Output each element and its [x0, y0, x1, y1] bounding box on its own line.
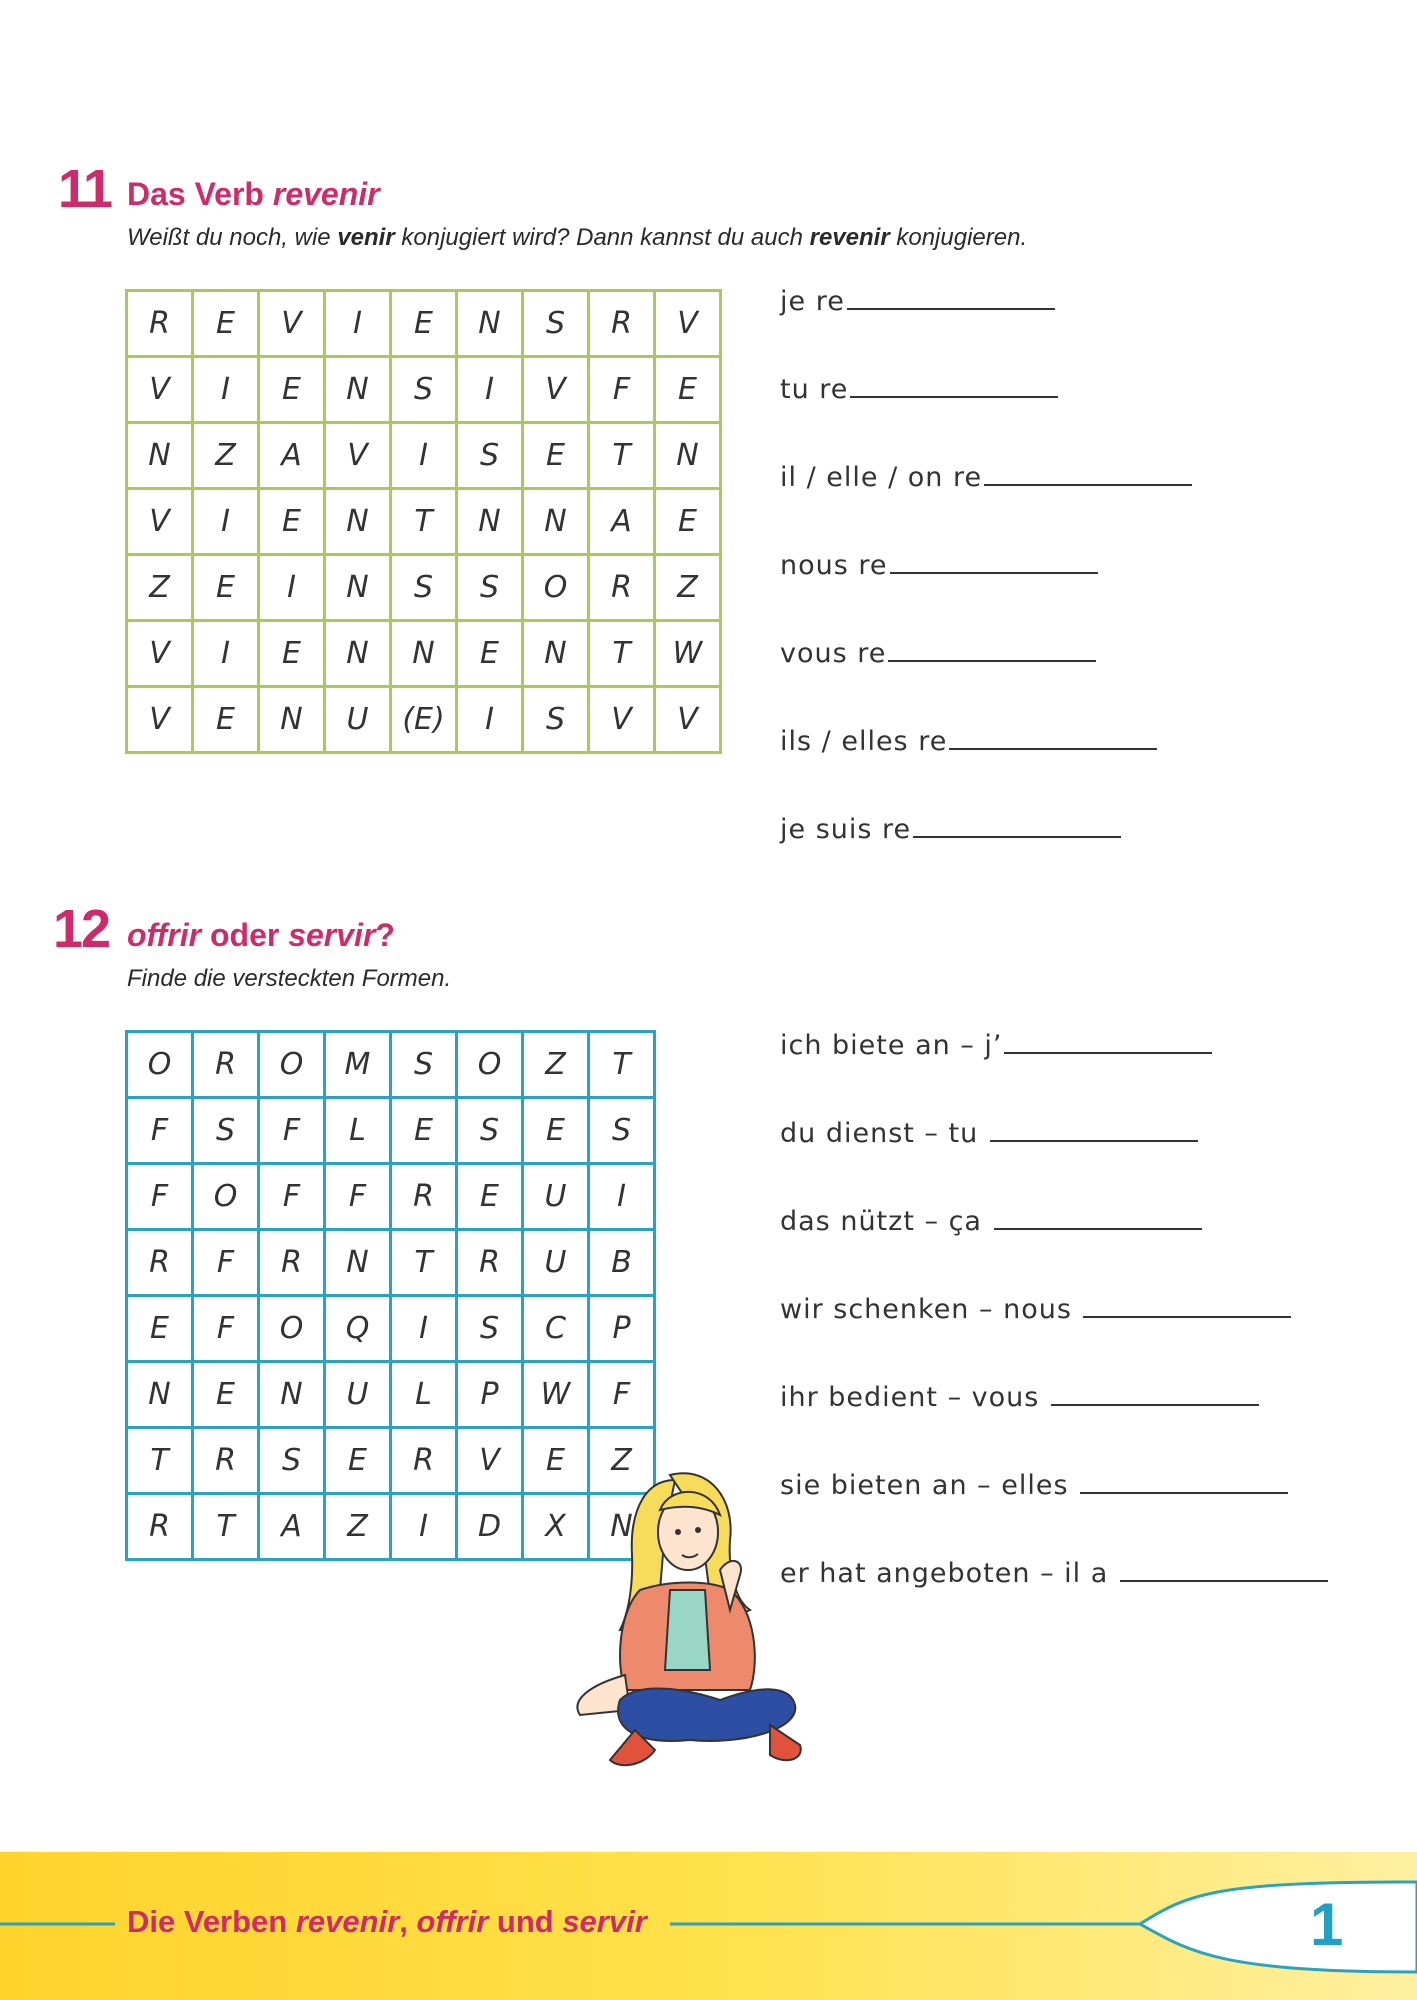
grid-cell[interactable]: N [127, 423, 193, 489]
answer-blank[interactable] [1051, 1403, 1259, 1406]
prompt-label: wir schenken – nous [780, 1294, 1082, 1325]
answer-blank[interactable] [888, 659, 1096, 662]
grid-cell[interactable]: E [259, 357, 325, 423]
grid-cell[interactable]: F [193, 1296, 259, 1362]
grid-cell[interactable]: X [523, 1494, 589, 1560]
grid-cell[interactable]: T [193, 1494, 259, 1560]
grid-cell[interactable]: E [391, 291, 457, 357]
prompt-label: il / elle / on re [780, 462, 983, 493]
conjugation-prompt [780, 462, 1192, 493]
grid-cell[interactable]: N [259, 1362, 325, 1428]
grid-cell[interactable]: N [589, 1494, 655, 1560]
grid-cell[interactable]: S [391, 357, 457, 423]
grid-cell[interactable]: V [655, 687, 721, 753]
conjugation-prompt [780, 286, 1055, 317]
prompt-label: nous re [780, 550, 888, 581]
grid-cell[interactable]: E [655, 489, 721, 555]
prompt-label: ils / elles re [780, 726, 948, 757]
grid-cell[interactable]: S [457, 423, 523, 489]
prompt-label: tu re [780, 374, 849, 405]
grid-cell[interactable]: V [457, 1428, 523, 1494]
grid-cell[interactable]: F [193, 1230, 259, 1296]
grid-cell[interactable]: M [325, 1032, 391, 1098]
grid-cell[interactable]: W [523, 1362, 589, 1428]
grid-cell[interactable]: V [127, 687, 193, 753]
grid-cell[interactable]: S [259, 1428, 325, 1494]
answer-blank[interactable] [949, 747, 1157, 750]
conjugation-prompt [780, 1206, 1202, 1237]
grid-cell[interactable]: Z [589, 1428, 655, 1494]
grid-cell[interactable]: N [127, 1362, 193, 1428]
grid-cell[interactable]: N [325, 621, 391, 687]
grid-cell[interactable]: Q [325, 1296, 391, 1362]
conjugation-prompt [780, 1558, 1328, 1589]
grid-cell[interactable]: C [523, 1296, 589, 1362]
grid-cell[interactable]: E [325, 1428, 391, 1494]
grid-cell[interactable]: A [259, 1494, 325, 1560]
grid-cell[interactable]: F [589, 357, 655, 423]
grid-cell[interactable]: R [127, 291, 193, 357]
grid-cell[interactable]: R [193, 1428, 259, 1494]
grid-cell[interactable]: I [391, 1494, 457, 1560]
grid-row [127, 621, 721, 687]
grid-cell[interactable]: N [325, 555, 391, 621]
conjugation-prompt [780, 638, 1096, 669]
grid-cell[interactable]: E [193, 291, 259, 357]
grid-cell[interactable]: Z [127, 555, 193, 621]
grid-row [127, 687, 721, 753]
grid-cell[interactable]: N [457, 291, 523, 357]
answer-blank[interactable] [1004, 1051, 1212, 1054]
grid-cell[interactable]: O [259, 1296, 325, 1362]
grid-cell[interactable]: E [193, 1362, 259, 1428]
grid-cell[interactable]: R [589, 291, 655, 357]
grid-row [127, 1362, 655, 1428]
answer-blank[interactable] [984, 483, 1192, 486]
grid-cell[interactable]: U [523, 1230, 589, 1296]
grid-cell[interactable]: E [193, 555, 259, 621]
grid-cell[interactable]: I [457, 357, 523, 423]
answer-blank[interactable] [1080, 1491, 1288, 1494]
grid-cell[interactable]: V [127, 621, 193, 687]
answer-blank[interactable] [890, 571, 1098, 574]
grid-cell[interactable]: E [523, 1428, 589, 1494]
grid-cell[interactable]: I [193, 621, 259, 687]
prompt-label: ihr bedient – vous [780, 1382, 1049, 1413]
grid-cell[interactable]: U [523, 1164, 589, 1230]
grid-cell[interactable]: E [127, 1296, 193, 1362]
grid-cell[interactable]: D [457, 1494, 523, 1560]
answer-blank[interactable] [1083, 1315, 1291, 1318]
grid-cell[interactable]: I [391, 423, 457, 489]
grid-cell[interactable]: N [391, 621, 457, 687]
grid-cell[interactable]: R [391, 1164, 457, 1230]
grid-cell[interactable]: S [589, 1098, 655, 1164]
grid-cell[interactable]: F [127, 1098, 193, 1164]
grid-cell[interactable]: E [523, 1098, 589, 1164]
grid-cell[interactable]: N [325, 489, 391, 555]
grid-cell[interactable]: T [127, 1428, 193, 1494]
conjugation-prompt [780, 1030, 1212, 1061]
grid-cell[interactable]: N [523, 489, 589, 555]
grid-cell[interactable]: Z [655, 555, 721, 621]
grid-cell[interactable]: S [457, 1098, 523, 1164]
word-search-grid-revenir [125, 289, 722, 754]
answer-blank[interactable] [850, 395, 1058, 398]
grid-cell[interactable]: R [589, 555, 655, 621]
grid-cell[interactable]: N [523, 621, 589, 687]
prompt-label: er hat angeboten – il a [780, 1558, 1118, 1589]
grid-cell[interactable]: E [457, 621, 523, 687]
prompt-label: sie bieten an – elles [780, 1470, 1079, 1501]
grid-cell[interactable]: I [457, 687, 523, 753]
prompt-label: ich biete an – j’ [780, 1030, 1003, 1061]
grid-cell[interactable]: V [127, 489, 193, 555]
grid-cell[interactable]: V [259, 291, 325, 357]
conjugation-prompt [780, 814, 1121, 845]
prompt-label: vous re [780, 638, 887, 669]
grid-cell[interactable]: E [655, 357, 721, 423]
grid-cell[interactable]: I [589, 1164, 655, 1230]
grid-cell[interactable]: O [259, 1032, 325, 1098]
exercise-11-instruction: Weißt du noch, wie venir konjugiert wird? Dann kannst du auch revenir konjugieren. [127, 224, 1028, 251]
grid-cell[interactable]: R [193, 1032, 259, 1098]
grid-cell[interactable]: E [259, 489, 325, 555]
grid-cell[interactable]: I [391, 1296, 457, 1362]
grid-cell[interactable]: U [325, 687, 391, 753]
grid-row [127, 555, 721, 621]
prompt-label: das nützt – ça [780, 1206, 992, 1237]
grid-cell[interactable]: V [589, 687, 655, 753]
grid-row [127, 1296, 655, 1362]
grid-row [127, 357, 721, 423]
footer-chapter-title: Die Verben revenir, offrir und servir [127, 1904, 647, 1939]
grid-cell[interactable]: S [457, 1296, 523, 1362]
grid-cell[interactable]: B [589, 1230, 655, 1296]
answer-blank[interactable] [913, 835, 1121, 838]
grid-cell[interactable]: S [457, 555, 523, 621]
grid-cell[interactable]: E [523, 423, 589, 489]
grid-cell[interactable]: F [127, 1164, 193, 1230]
conjugation-prompt [780, 1382, 1259, 1413]
conjugation-prompt [780, 1294, 1291, 1325]
grid-cell[interactable]: F [259, 1098, 325, 1164]
grid-row [127, 291, 721, 357]
conjugation-prompt [780, 550, 1098, 581]
grid-row [127, 1098, 655, 1164]
grid-cell[interactable]: R [391, 1428, 457, 1494]
grid-cell[interactable]: (E) [391, 687, 457, 753]
conjugation-prompt [780, 726, 1157, 757]
grid-cell[interactable]: T [391, 489, 457, 555]
grid-cell[interactable]: N [325, 357, 391, 423]
grid-cell[interactable]: L [391, 1362, 457, 1428]
grid-row [127, 1230, 655, 1296]
grid-row [127, 489, 721, 555]
grid-cell[interactable]: S [523, 687, 589, 753]
grid-cell[interactable]: O [457, 1032, 523, 1098]
grid-cell[interactable]: A [589, 489, 655, 555]
grid-cell[interactable]: V [523, 357, 589, 423]
grid-cell[interactable]: V [127, 357, 193, 423]
grid-cell[interactable]: E [193, 687, 259, 753]
grid-cell[interactable]: U [325, 1362, 391, 1428]
grid-cell[interactable]: N [655, 423, 721, 489]
exercise-11-number: 11 [58, 159, 112, 219]
prompt-label: je suis re [780, 814, 912, 845]
grid-cell[interactable]: I [259, 555, 325, 621]
grid-cell[interactable]: R [127, 1230, 193, 1296]
grid-cell[interactable]: I [193, 489, 259, 555]
grid-row [127, 1032, 655, 1098]
grid-cell[interactable]: S [391, 555, 457, 621]
grid-cell[interactable]: T [391, 1230, 457, 1296]
grid-cell[interactable]: T [589, 621, 655, 687]
exercise-11-title: Das Verb revenir [127, 176, 380, 212]
grid-cell[interactable]: V [655, 291, 721, 357]
answer-blank[interactable] [1120, 1579, 1328, 1582]
grid-cell[interactable]: R [457, 1230, 523, 1296]
grid-cell[interactable]: R [259, 1230, 325, 1296]
grid-cell[interactable]: R [127, 1494, 193, 1560]
grid-cell[interactable]: F [589, 1362, 655, 1428]
grid-row [127, 423, 721, 489]
exercise-12-instruction: Finde die versteckten Formen. [127, 965, 452, 992]
conjugation-prompt [780, 1470, 1288, 1501]
grid-cell[interactable]: W [655, 621, 721, 687]
grid-cell[interactable]: O [127, 1032, 193, 1098]
grid-cell[interactable]: P [457, 1362, 523, 1428]
exercise-12-number: 12 [53, 899, 110, 959]
grid-cell[interactable]: V [325, 423, 391, 489]
answer-blank[interactable] [990, 1139, 1198, 1142]
grid-cell[interactable]: F [325, 1164, 391, 1230]
grid-cell[interactable]: A [259, 423, 325, 489]
grid-cell[interactable]: N [457, 489, 523, 555]
conjugation-prompt [780, 374, 1058, 405]
grid-cell[interactable]: E [391, 1098, 457, 1164]
grid-cell[interactable]: L [325, 1098, 391, 1164]
grid-cell[interactable]: P [589, 1296, 655, 1362]
grid-cell[interactable]: F [259, 1164, 325, 1230]
answer-blank[interactable] [847, 307, 1055, 310]
grid-cell[interactable]: S [523, 291, 589, 357]
grid-cell[interactable]: O [193, 1164, 259, 1230]
grid-cell[interactable]: Z [325, 1494, 391, 1560]
grid-cell[interactable]: E [259, 621, 325, 687]
grid-cell[interactable]: O [523, 555, 589, 621]
grid-cell[interactable]: S [193, 1098, 259, 1164]
prompt-label: je re [780, 286, 845, 317]
page-number: 1 [1310, 1891, 1344, 1958]
grid-row [127, 1164, 655, 1230]
prompt-label: du dienst – tu [780, 1118, 988, 1149]
grid-cell[interactable]: T [589, 1032, 655, 1098]
grid-cell[interactable]: T [589, 423, 655, 489]
girl-illustration [570, 1460, 840, 1790]
grid-cell[interactable]: I [193, 357, 259, 423]
grid-cell[interactable]: Z [193, 423, 259, 489]
answer-blank[interactable] [994, 1227, 1202, 1230]
grid-cell[interactable]: I [325, 291, 391, 357]
conjugation-prompt [780, 1118, 1198, 1149]
grid-cell[interactable]: N [325, 1230, 391, 1296]
grid-cell[interactable]: N [259, 687, 325, 753]
exercise-12-title: offrir oder servir? [127, 917, 395, 953]
grid-cell[interactable]: Z [523, 1032, 589, 1098]
grid-cell[interactable]: E [457, 1164, 523, 1230]
grid-cell[interactable]: S [391, 1032, 457, 1098]
